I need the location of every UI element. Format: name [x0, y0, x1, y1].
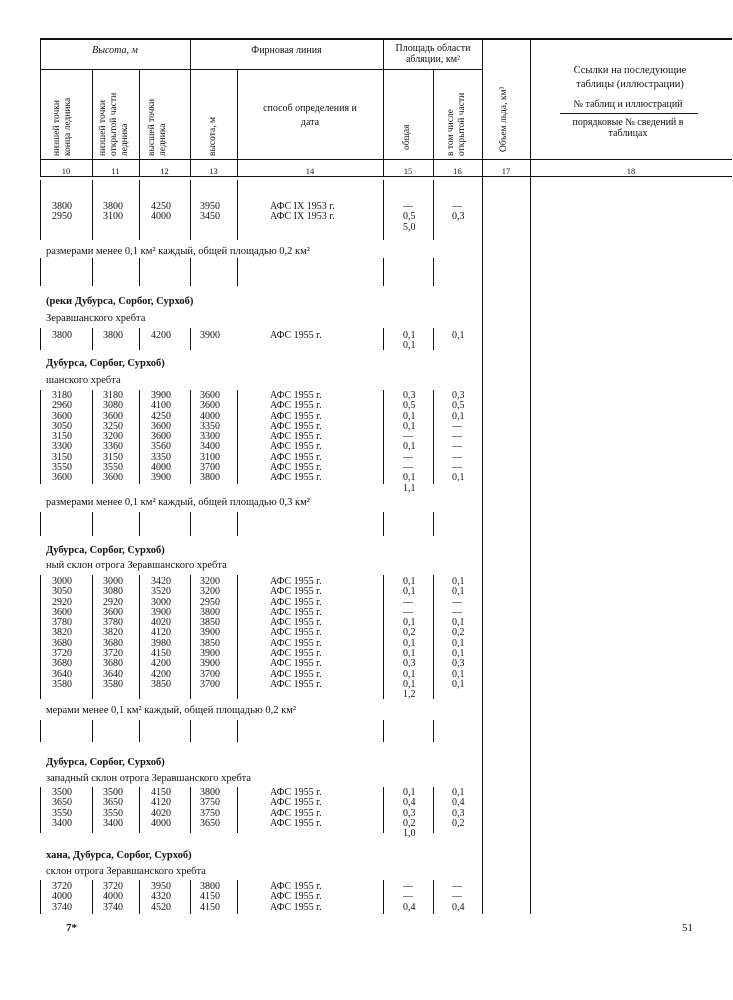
col11-header: низшей точки открытой части ледника: [98, 92, 130, 156]
row-bar: [190, 390, 191, 484]
cell-c15: — 0,5 5,0: [403, 201, 416, 233]
section-subheading: шанского хребта: [46, 375, 121, 386]
header-vline: [482, 38, 483, 176]
refs-sub1-header: № таблиц и иллюстраций: [573, 99, 683, 110]
cell-c11: 3800 3100: [103, 201, 123, 223]
table-top-rule: [40, 38, 732, 40]
cell-c15: 0,3 0,5 0,1 0,1 — 0,1 — — 0,1 1,1: [403, 390, 416, 494]
cell-c11: 3000 3080 2920 3600 3780 3820 3680 3720 3680 3640 3580: [103, 576, 123, 690]
row-bar: [383, 390, 384, 484]
section-subheading: западный склон отрога Зеравшанского хребта: [46, 773, 252, 784]
cell-c11: 3800: [103, 330, 123, 341]
section-subheading: ный склон отрога Зеравшанского хребта: [46, 560, 227, 571]
column-number: 15: [403, 166, 413, 176]
cell-c16: — 0,3: [452, 201, 465, 223]
cell-c16: 0,1 0,4 0,3 0,2: [452, 787, 465, 829]
row-bar: [237, 787, 238, 833]
row-bar: [190, 258, 191, 286]
row-bar: [237, 180, 238, 240]
row-bar: [139, 575, 140, 699]
row-bar: [92, 575, 93, 699]
row-bar: [139, 180, 140, 240]
cell-c14: АФС 1955 г. АФС 1955 г. АФС 1955 г. АФС 1955 г. АФС 1955 г. АФС 1955 г. АФС 1955 г. АФС 1955 г. АФС 1955 г. АФС 1955 г. АФС 1955 г.: [270, 576, 322, 690]
column-number: 12: [160, 166, 169, 176]
cell-c10: 3180 2960 3600 3050 3150 3300 3150 3550 3600: [52, 390, 72, 484]
row-bar: [433, 512, 434, 536]
row-bar: [190, 787, 191, 833]
row-bar: [433, 880, 434, 914]
row-bar: [237, 880, 238, 914]
row-bar: [40, 328, 41, 350]
header-vline: [237, 69, 238, 176]
row-bar: [92, 180, 93, 240]
cell-c16: 0,1: [452, 330, 465, 341]
cell-c14: АФС 1955 г. АФС 1955 г. АФС 1955 г. АФС 1955 г. АФС 1955 г. АФС 1955 г. АФС 1955 г. АФС 1955 г. АФС 1955 г.: [270, 390, 322, 484]
cell-c11: 3500 3650 3550 3400: [103, 787, 123, 829]
header-mid-rule-firn: [190, 69, 383, 70]
page-number: 51: [682, 922, 693, 934]
cell-c10: 3800 2950: [52, 201, 72, 223]
row-bar: [383, 575, 384, 699]
header-vline: [433, 69, 434, 176]
row-bar: [92, 258, 93, 286]
cell-c12: 3900 4100 4250 3600 3600 3560 3350 4000 3900: [151, 390, 171, 484]
row-bar: [190, 180, 191, 240]
row-bar: [92, 328, 93, 350]
cell-c13: 3800 4150 4150: [200, 881, 220, 913]
row-bar: [190, 880, 191, 914]
cell-c13: 3600 3600 4000 3350 3300 3400 3100 3700 3800: [200, 390, 220, 484]
cell-c10: 3800: [52, 330, 72, 341]
cell-c14: АФС 1955 г. АФС 1955 г. АФС 1955 г.: [270, 881, 322, 913]
cell-c12: 4200: [151, 330, 171, 341]
row-bar: [237, 720, 238, 742]
row-bar: [92, 787, 93, 833]
ablation-group-header: Площадь области абляции, км²: [395, 43, 471, 65]
row-bar: [383, 180, 384, 240]
row-bar: [237, 390, 238, 484]
refs-sub-rule: [560, 113, 698, 114]
row-bar: [40, 180, 41, 240]
cell-c10: 3500 3650 3550 3400: [52, 787, 72, 829]
body-vline-18: [530, 176, 531, 914]
section-heading: Дубурса, Сорбог, Сурхоб): [46, 757, 165, 768]
section-heading: хана, Дубурса, Сорбог, Сурхоб): [46, 850, 192, 861]
footer-signature-mark: 7*: [66, 922, 77, 934]
cell-c16: 0,3 0,5 0,1 — — — — — 0,1: [452, 390, 465, 484]
column-number: 17: [501, 166, 511, 176]
row-bar: [40, 720, 41, 742]
row-bar: [237, 575, 238, 699]
row-bar: [139, 512, 140, 536]
header-mid-rule-height: [40, 69, 190, 70]
row-bar: [383, 258, 384, 286]
row-bar: [433, 328, 434, 350]
refs-sub2-header: порядковые № сведений в таблицах: [572, 117, 684, 139]
cell-c10: 3720 4000 3740: [52, 881, 72, 913]
column-number: 11: [111, 166, 120, 176]
section-heading: (реки Дубурса, Сорбог, Сурхоб): [46, 296, 194, 307]
col13-header: высота, м: [208, 117, 218, 156]
cell-c16: 0,1 0,1 — — 0,1 0,2 0,1 0,1 0,3 0,1 0,1: [452, 576, 465, 690]
col15-header: общая: [402, 124, 412, 150]
row-bar: [190, 328, 191, 350]
section-note: мерами менее 0,1 км² каждый, общей площадью 0,2 км²: [46, 705, 297, 716]
cell-c11: 3720 4000 3740: [103, 881, 123, 913]
row-bar: [40, 258, 41, 286]
column-number: 18: [626, 166, 636, 176]
row-bar: [433, 575, 434, 699]
row-bar: [237, 512, 238, 536]
row-bar: [92, 512, 93, 536]
row-bar: [383, 720, 384, 742]
row-bar: [383, 787, 384, 833]
column-number: 16: [453, 166, 462, 176]
header-vline: [40, 38, 41, 176]
row-bar: [433, 787, 434, 833]
cell-c12: 3420 3520 3000 3900 4020 4120 3980 4150 4200 4200 3850: [151, 576, 171, 690]
row-bar: [92, 390, 93, 484]
cell-c11: 3180 3080 3600 3250 3200 3360 3150 3550 3600: [103, 390, 123, 484]
section-subheading: Зеравшанского хребта: [46, 313, 146, 324]
row-bar: [433, 720, 434, 742]
cell-c15: 0,1 0,1: [403, 330, 416, 352]
row-bar: [40, 512, 41, 536]
section-note: размерами менее 0,1 км² каждый, общей площадью 0,2 км²: [46, 246, 310, 257]
row-bar: [40, 575, 41, 699]
row-bar: [139, 880, 140, 914]
header-bottom-rule: [40, 159, 732, 160]
cell-c16: — — 0,4: [452, 881, 465, 913]
row-bar: [92, 720, 93, 742]
cell-c14: АФС IX 1953 г. АФС IX 1953 г.: [270, 201, 335, 223]
row-bar: [139, 390, 140, 484]
column-number: 14: [305, 166, 315, 176]
row-bar: [383, 880, 384, 914]
row-bar: [40, 787, 41, 833]
col16-header: в том числе открытой части: [446, 92, 467, 156]
header-vline: [383, 38, 384, 176]
cell-c10: 3000 3050 2920 3600 3780 3820 3680 3720 3680 3640 3580: [52, 576, 72, 690]
row-bar: [433, 180, 434, 240]
row-bar: [92, 880, 93, 914]
row-bar: [139, 787, 140, 833]
height-group-header: Высота, м: [92, 45, 138, 56]
section-heading: Дубурса, Сорбог, Сурхоб): [46, 545, 165, 556]
body-vline-17: [482, 176, 483, 914]
column-number: 10: [61, 166, 71, 176]
cell-c12: 3950 4320 4520: [151, 881, 171, 913]
cell-c13: 3900: [200, 330, 220, 341]
row-bar: [139, 258, 140, 286]
cell-c13: 3950 3450: [200, 201, 220, 223]
col10-header: низшей точки конца ледника: [52, 97, 73, 156]
header-vline: [190, 38, 191, 176]
row-bar: [40, 880, 41, 914]
col12-header: высшей точки ледника: [147, 98, 168, 156]
cell-c14: АФС 1955 г.: [270, 330, 322, 341]
column-number: 13: [209, 166, 218, 176]
row-bar: [190, 720, 191, 742]
cell-c12: 4150 4120 4020 4000: [151, 787, 171, 829]
col14-header: способ определения и дата: [263, 103, 357, 128]
cell-c15: — — 0,4: [403, 881, 416, 913]
cell-c15: 0,1 0,1 — — 0,1 0,2 0,1 0,1 0,3 0,1 0,1 1,2: [403, 576, 416, 701]
row-bar: [383, 328, 384, 350]
cell-c15: 0,1 0,4 0,3 0,2 1,0: [403, 787, 416, 840]
cell-c14: АФС 1955 г. АФС 1955 г. АФС 1955 г. АФС 1955 г.: [270, 787, 322, 829]
header-vline: [139, 69, 140, 176]
row-bar: [433, 258, 434, 286]
row-bar: [383, 512, 384, 536]
cell-c12: 4250 4000: [151, 201, 171, 223]
row-bar: [139, 720, 140, 742]
ice-volume-header: Объем льда, км³: [499, 86, 509, 152]
row-bar: [433, 390, 434, 484]
firn-group-header: Фирновая линия: [251, 45, 322, 56]
row-bar: [139, 328, 140, 350]
cell-c13: 3800 3750 3750 3650: [200, 787, 220, 829]
section-note: размерами менее 0,1 км² каждый, общей площадью 0,3 км²: [46, 497, 310, 508]
refs-group-header: Ссылки на последующие таблицы (иллюстрации): [573, 65, 687, 90]
row-bar: [190, 575, 191, 699]
section-heading: Дубурса, Сорбог, Сурхоб): [46, 358, 165, 369]
cell-c13: 3200 3200 2950 3800 3850 3900 3850 3900 3900 3700 3700: [200, 576, 220, 690]
section-subheading: склон отрога Зеравшанского хребта: [46, 866, 206, 877]
row-bar: [190, 512, 191, 536]
row-bar: [237, 258, 238, 286]
row-bar: [40, 390, 41, 484]
header-vline: [92, 69, 93, 176]
header-vline: [530, 38, 531, 176]
column-number-rule: [40, 176, 732, 177]
